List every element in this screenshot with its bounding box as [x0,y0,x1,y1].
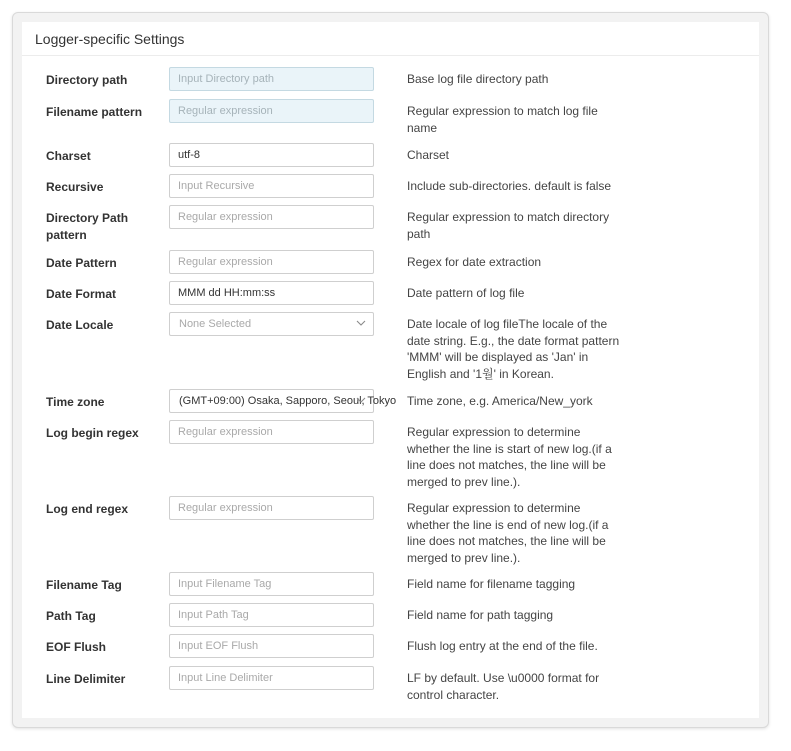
charset-input[interactable] [170,144,372,166]
path-tag-label: Path Tag [46,609,96,623]
line-delimiter-label: Line Delimiter [46,672,126,686]
filename-tag-label: Filename Tag [46,578,122,592]
date-format-description: Date pattern of log file [407,286,525,300]
filename-tag-field [169,572,374,596]
date-pattern-label: Date Pattern [46,256,117,270]
recursive-field [169,174,374,198]
charset-label: Charset [46,149,91,163]
directory-path-pattern-description: Regular expression to match directory path [407,210,610,241]
recursive-description: Include sub-directories. default is false [407,179,612,193]
filename-pattern-input[interactable] [170,100,372,122]
date-format-label: Date Format [46,287,117,301]
log-end-regex-label: Log end regex [46,502,129,516]
settings-frame [12,12,769,728]
log-end-regex-field [169,496,374,520]
line-delimiter-input[interactable] [170,667,372,689]
path-tag-input[interactable] [170,604,372,626]
panel-title: Logger-specific Settings [35,31,185,47]
filename-tag-input[interactable] [170,573,372,595]
directory-path-pattern-input[interactable] [170,206,372,228]
filename-pattern-field [169,99,374,123]
path-tag-description: Field name for path tagging [407,608,554,622]
date-pattern-description: Regex for date extraction [407,255,542,269]
time-zone-description: Time zone, e.g. America/New_york [407,394,593,408]
directory-path-label: Directory path [46,73,128,87]
date-locale-description: Date locale of log fileThe locale of the date string. E.g., the date format pattern 'MMM' will be displayed as 'Jan' in English and '1월' in Korean. [407,317,620,381]
log-end-regex-input[interactable] [170,497,372,519]
eof-flush-input[interactable] [170,635,372,657]
line-delimiter-field [169,666,374,690]
date-format-input[interactable] [170,282,372,304]
time-zone-select[interactable] [169,389,397,413]
directory-path-description: Base log file directory path [407,72,549,86]
log-begin-regex-description: Regular expression to determine whether the line is start of new log.(if a line does not matches, the line will be merged to prev line.). [407,425,612,489]
date-pattern-field [169,250,374,274]
path-tag-field [169,603,374,627]
panel-header [22,22,759,56]
line-delimiter-description: LF by default. Use \u0000 format for control character. [407,671,600,702]
date-pattern-input[interactable] [170,251,372,273]
time-zone-label: Time zone [46,395,105,409]
directory-path-field [169,67,374,91]
directory-path-pattern-field [169,205,374,229]
chevron-down-icon [356,394,366,406]
directory-path-pattern-label: Directory Path pattern [46,211,129,242]
eof-flush-field [169,634,374,658]
charset-field [169,143,374,167]
chevron-down-icon [356,317,366,329]
log-begin-regex-field [169,420,374,444]
filename-tag-description: Field name for filename tagging [407,577,576,591]
settings-panel [22,22,759,718]
filename-pattern-description: Regular expression to match log file name [407,104,598,135]
time-zone-selected-value: (GMT+09:00) Osaka, Sapporo, Seoul, Tokyo [179,395,397,407]
date-format-field [169,281,374,305]
date-locale-label: Date Locale [46,318,114,332]
log-begin-regex-input[interactable] [170,421,372,443]
log-end-regex-description: Regular expression to determine whether the line is end of new log.(if a line does not matches, the line will be merged to prev line.). [407,501,609,565]
filename-pattern-label: Filename pattern [46,105,143,119]
date-locale-selected-value: None Selected [179,318,252,330]
eof-flush-label: EOF Flush [46,640,106,654]
date-locale-select[interactable] [169,312,374,336]
directory-path-input[interactable] [170,68,372,90]
charset-description: Charset [407,148,450,162]
log-begin-regex-label: Log begin regex [46,426,139,440]
recursive-label: Recursive [46,180,104,194]
recursive-input[interactable] [170,175,372,197]
eof-flush-description: Flush log entry at the end of the file. [407,639,598,653]
